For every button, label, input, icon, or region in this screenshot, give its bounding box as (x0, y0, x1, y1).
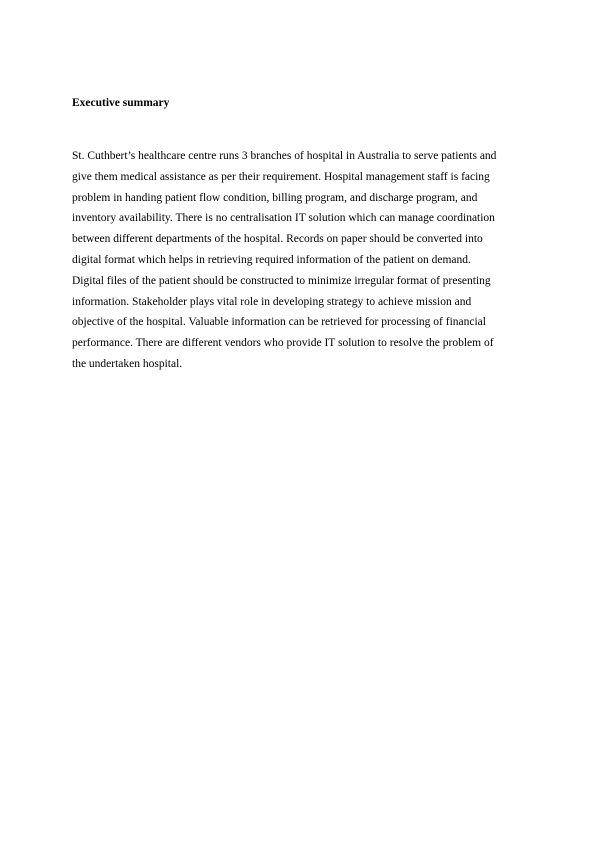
paragraph-line: Digital files of the patient should be constructed to minimize irregular format of presenting (72, 274, 491, 287)
paragraph-line: inventory availability. There is no centralisation IT solution which can manage coordination (72, 212, 495, 225)
paragraph-line: information. Stakeholder plays vital role in developing strategy to achieve mission and (72, 295, 472, 308)
paragraph-line: between different departments of the hospital. Records on paper should be converted into (72, 233, 483, 246)
section-heading: Executive summary (72, 97, 170, 109)
paragraph-line: give them medical assistance as per their requirement. Hospital management staff is facing (72, 170, 490, 183)
paragraph-line: the undertaken hospital. (72, 357, 183, 370)
paragraph-line: St. Cuthbert’s healthcare centre runs 3 branches of hospital in Australia to serve patients and (72, 150, 497, 162)
summary-paragraph (72, 146, 532, 375)
paragraph-line: digital format which helps in retrieving required information of the patient on demand. (72, 253, 471, 266)
paragraph-line: performance. There are different vendors who provide IT solution to resolve the problem of (72, 337, 494, 350)
paragraph-line: objective of the hospital. Valuable information can be retrieved for processing of financial (72, 316, 486, 329)
paragraph-line: problem in handing patient flow condition, billing program, and discharge program, and (72, 191, 478, 204)
